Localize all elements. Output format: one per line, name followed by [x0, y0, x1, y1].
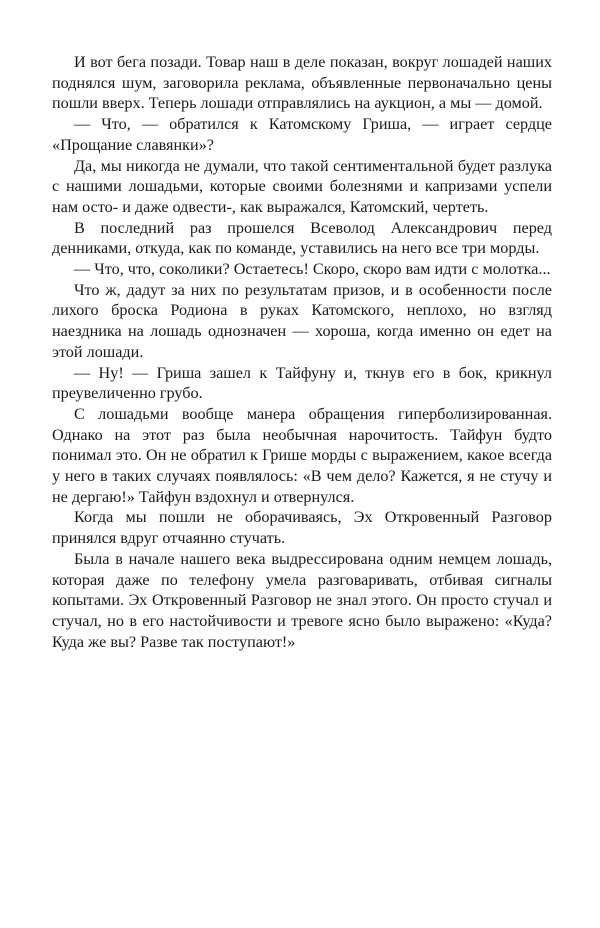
paragraph-7: — Ну! — Гриша зашел к Тайфуну и, ткнув его в бок, крикнул преувеличенно грубо. [52, 363, 552, 403]
paragraph-4: В последний раз прошелся Всеволод Александрович перед денниками, откуда, как по команде, уставились на него все три морды. [52, 218, 552, 258]
paragraph-9: Когда мы пошли не оборачиваясь, Эх Откровенный Разговор принялся вдруг отчаянно стучать. [52, 508, 552, 548]
paragraph-1: И вот бега позади. Товар наш в деле показан, вокруг лошадей наших поднялся шум, заговорила реклама, объявленные первоначально цены пошли вверх. Теперь лошади отправлялись на аукцион, а мы — домой. [52, 53, 552, 113]
book-page [52, 52, 552, 652]
paragraph-8: С лошадьми вообще манера обращения гиперболизированная. Однако на этот раз была необычная нарочитость. Тайфун будто понимал это. Он не обратил к Грише морды с выражением, какое всегда у него в таких случаях появлялось: «В чем дело? Кажется, я не стучу и не дергаю!» Тайфун вздохнул и отвернулся. [52, 404, 552, 506]
paragraph-2: — Что, — обратился к Катомскому Гриша, — играет сердце «Прощание славянки»? [52, 115, 552, 154]
paragraph-3: Да, мы никогда не думали, что такой сентиментальной будет разлука с нашими лошадьми, которые своими болезнями и капризами успели нам осто- и даже одвести-, как выражался, Катомский, чертеть. [52, 156, 552, 216]
paragraph-6: Что ж, дадут за них по результатам призов, и в особенности после лихого броска Родиона в руках Катомского, неплохо, но взгляд наездника на лошадь однозначен — хороша, когда именно он едет на этой лошади. [52, 280, 552, 361]
paragraph-5: — Что, что, соколики? Остаетесь! Скоро, скоро вам идти с молотка... [74, 260, 551, 279]
paragraph-10: Была в начале нашего века выдрессирована одним немцем лошадь, которая даже по телефону умела разговаривать, отбивая сигналы копытами. Эх Откровенный Разговор не знал этого. Он просто стучал и стучал, но в его настойчивости и тревоге ясно было выражено: «Куда? Куда же вы? Разве так поступают!» [52, 549, 552, 651]
